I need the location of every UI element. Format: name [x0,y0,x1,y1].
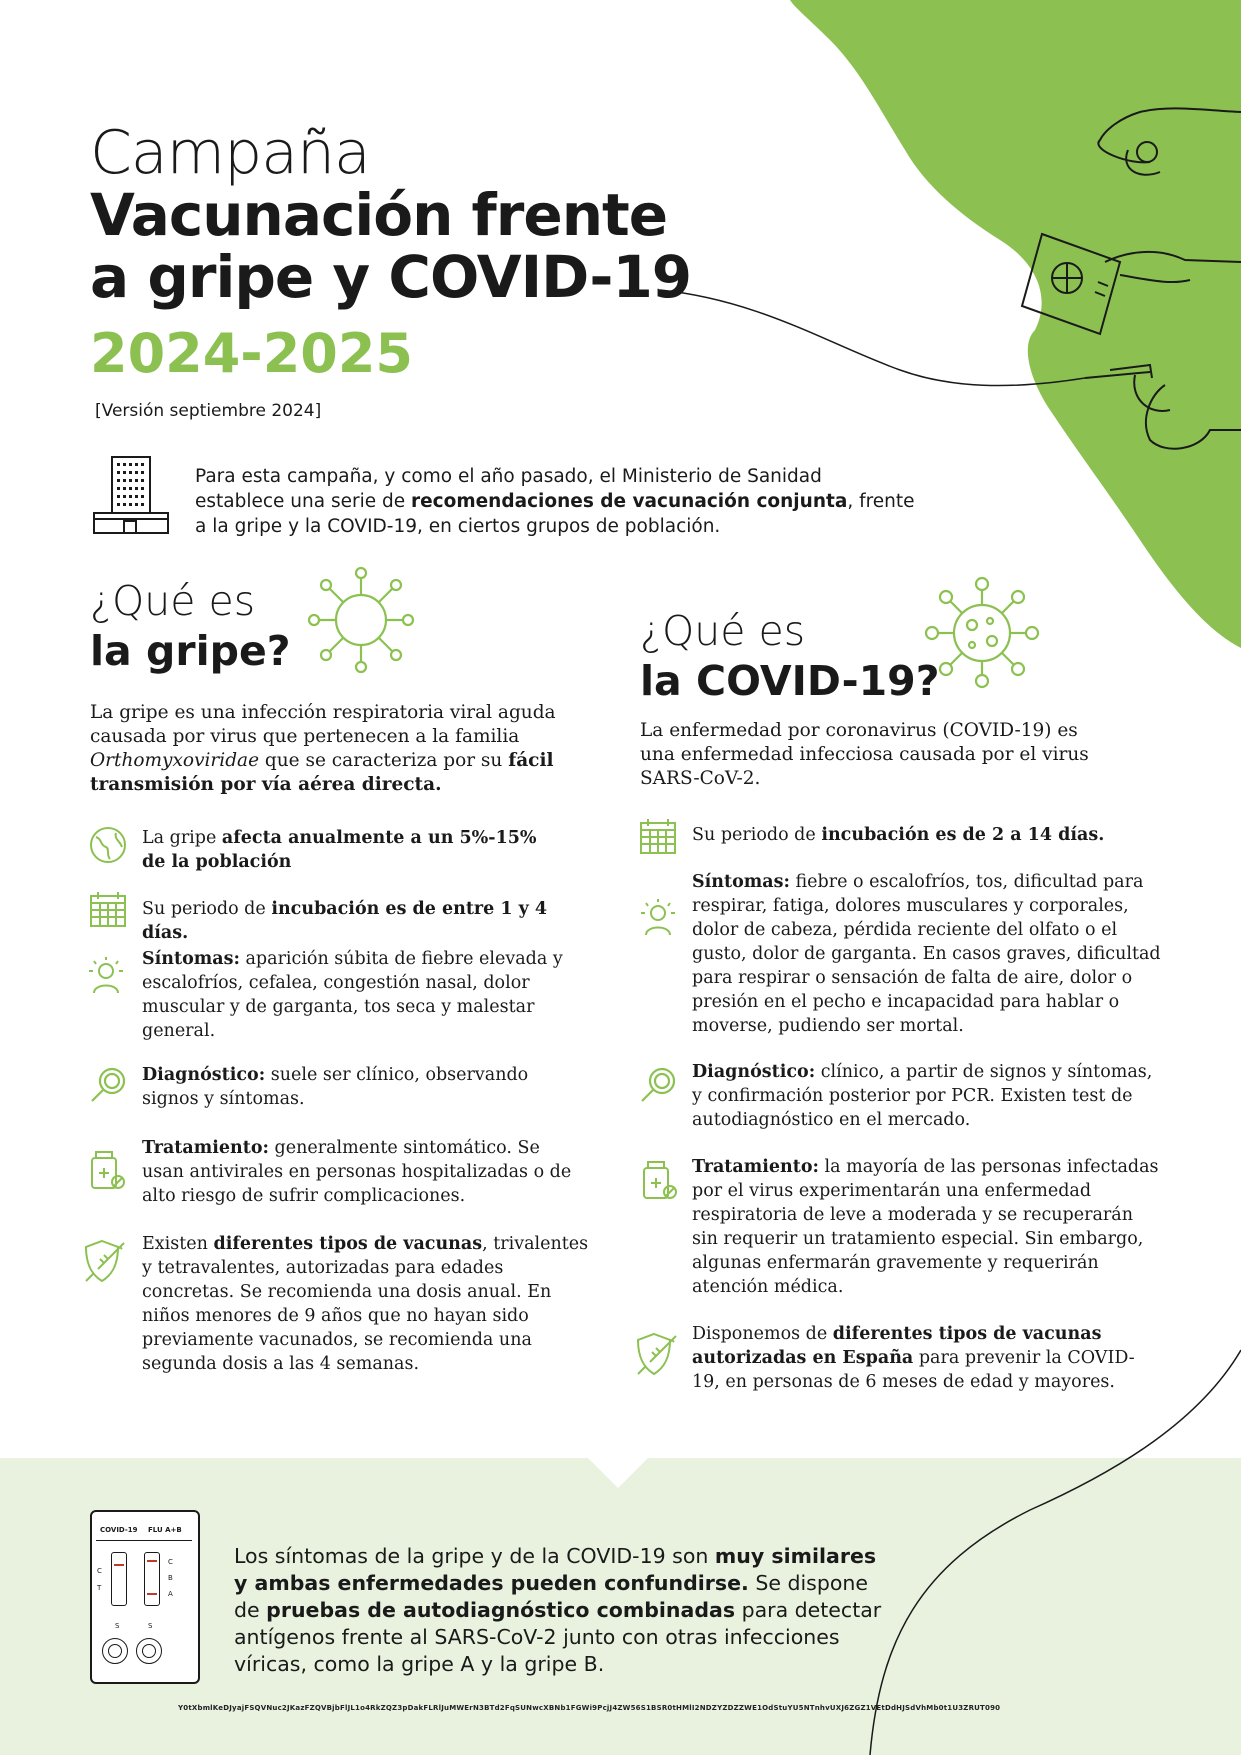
gripe-item-treatment [142,1136,582,1208]
sample-well-2 [136,1638,162,1664]
covid-item5-bold: diferentes tipos de vacunas autorizadas en España [692,1324,1102,1368]
gripe-desc-2: que se caracteriza por su [259,750,509,771]
gripe-item5-bold: Tratamiento: [142,1138,269,1158]
covid-item4-bold: Tratamiento: [692,1157,819,1177]
test-kit-divider [96,1540,192,1541]
test-kit-label-covid: COVID-19 [100,1526,138,1534]
intro-part2: , frente a la gripe y la COVID-19, en ciertos grupos de población. [195,491,915,537]
title-campaign: Campaña [90,118,370,188]
bottom-p3: para detectar antígenos frente al SARS-CoV-2 junto con otras infecciones víricas, como la gripe A y la gripe B. [234,1598,882,1676]
test-kit-icon [90,1510,200,1684]
gripe-desc-bold: fácil transmisión por vía aérea directa. [90,750,554,795]
gripe-item3-text: aparición súbita de fiebre elevada y escalofríos, cefalea, congestión nasal, dolor muscular y de garganta, tos seca y malestar general. [142,949,563,1041]
mark-a: A [168,1590,173,1598]
title-year: 2024-2025 [90,322,413,385]
gripe-heading [90,576,291,676]
covid-item2-text: fiebre o escalofríos, tos, dificultad para respirar, fatiga, dolores musculares y corporales, dolor de cabeza, pérdida reciente del olfato o el gusto, dolor de garganta. En casos graves, dificultad para respirar o sensación de falta de aire, dolor o presión en el pecho e incapacidad para hablar o moverse, pudiendo ser mortal. [692,872,1161,1036]
vaccine-shield-icon [80,1237,128,1285]
covid-item2-bold: Síntomas: [692,872,790,892]
gripe-item2-pre: Su periodo de [142,899,272,919]
gripe-item-incubation [142,897,582,945]
sample-well-1 [102,1638,128,1664]
bottom-p2: Se dispone de [234,1571,869,1622]
mark-s2: S [148,1622,153,1630]
version-label: [Versión septiembre 2024] [95,401,322,421]
covid-heading-bold: la COVID-19? [640,657,940,705]
symptoms-person-icon [86,955,126,995]
mark-t: T [97,1584,102,1592]
covid-item4-text: la mayoría de las personas infectadas por el virus experimentarán una enfermedad respiratoria de leve a moderada y se recuperarán sin requerir un tratamiento especial. Sin embargo, algunas enfermarán gravemente y requerirán atención médica. [692,1157,1159,1297]
test-kit-label-flu: FLU A+B [148,1526,182,1534]
gripe-item1-pre: La gripe [142,828,222,848]
gripe-item5-text: generalmente sintomático. Se usan antivirales en personas hospitalizadas o de alto riesgo de sufrir complicaciones. [142,1138,572,1206]
mark-c2: C [168,1558,173,1566]
test-strip-covid [111,1552,127,1606]
gripe-description [90,701,560,797]
covid-item1-pre: Su periodo de [692,825,822,845]
test-strip-flu [144,1552,160,1606]
globe-icon [88,825,128,865]
mark-c: C [97,1567,102,1575]
hospital-building-icon [92,455,170,535]
intro-bold: recomendaciones de vacunación conjunta [411,491,848,512]
gripe-item6-pre: Existen [142,1234,214,1254]
virus-icon [306,565,416,675]
document-code: Y0tXbmlKeDJyajFSQVNuc2JKazFZQVBjbFlJL1o4RkZQZ3pDakFLRlJuMWErN3BTd2FqSUNwcXBNb1FGWi9PcjJ4ZW56S1BSR0tHMlI2NDZYZDZZWE1OdStuYU5NTnhvUXJ6ZGZ1VEtDdHJSdVhMb0t1U3ZRUT090 [178,1704,1001,1712]
title-line-3: a gripe y COVID-19 [90,243,692,311]
calendar-icon [638,817,678,857]
covid-heading-light: ¿Qué es [640,607,806,655]
mark-b: B [168,1574,173,1582]
bottom-b2: pruebas de autodiagnóstico combinadas [266,1598,736,1622]
gripe-item-diagnosis [142,1063,572,1111]
covid-item-incubation [692,823,1142,847]
medicine-bottle-icon [640,1160,680,1200]
gripe-item-vaccines [142,1232,592,1376]
bottom-p1: Los síntomas de la gripe y de la COVID-19 son [234,1544,715,1568]
green-blob [790,0,1241,648]
covid-description: La enfermedad por coronavirus (COVID-19) es una enfermedad infecciosa causada por el virus SARS-CoV-2. [640,720,1089,789]
gripe-item1-bold: afecta anualmente a un 5%-15% de la población [142,828,537,872]
strip-line-a [147,1593,157,1595]
gripe-desc-1: La gripe es una infección respiratoria viral aguda causada por virus que pertenecen a la familia [90,702,556,747]
gripe-heading-bold: la gripe? [90,627,291,675]
covid-item5-text: para prevenir la COVID-19, en personas de 6 meses de edad y mayores. [692,1348,1135,1392]
gripe-item4-text: suele ser clínico, observando signos y síntomas. [142,1065,529,1109]
covid-item3-bold: Diagnóstico: [692,1062,816,1082]
intro-text [195,464,915,539]
strip-line-c2 [147,1560,157,1562]
covid-item-symptoms [692,870,1162,1038]
coronavirus-icon [920,575,1045,690]
thread-line [660,290,1085,386]
covid-item-diagnosis [692,1060,1162,1132]
calendar-icon [88,890,128,930]
magnifier-icon [638,1065,678,1105]
strip-line-c [114,1564,124,1566]
covid-item1-bold: incubación es de 2 a 14 días. [821,825,1105,845]
vaccine-shield-icon [632,1330,680,1378]
gripe-item-symptoms [142,947,572,1043]
gripe-item4-bold: Diagnóstico: [142,1065,266,1085]
symptoms-person-icon [638,897,678,937]
title-line-2: Vacunación frente [90,181,668,249]
magnifier-icon [88,1065,128,1105]
bottom-b1: muy similares y ambas enfermedades pueden confundirse. [234,1544,877,1595]
title-main [90,181,692,311]
medicine-bottle-icon [88,1150,128,1190]
gripe-heading-light: ¿Qué es [90,577,256,625]
covid-item-vaccines [692,1322,1162,1394]
gripe-item6-bold: diferentes tipos de vacunas [213,1234,483,1254]
gripe-item3-bold: Síntomas: [142,949,240,969]
mark-s1: S [115,1622,120,1630]
covid-item-treatment [692,1155,1162,1299]
covid-heading [640,606,939,706]
bottom-info-text [234,1543,894,1678]
gripe-item-incidence [142,826,562,874]
gripe-item6-text: , trivalentes y tetravalentes, autorizadas para edades concretas. Se recomienda una dosis anual. En niños menores de 9 años que no hayan sido previamente vacunados, se recomienda una segunda dosis a las 4 semanas. [142,1234,589,1374]
covid-item3-text: clínico, a partir de signos y síntomas, y confirmación posterior por PCR. Existen test de autodiagnóstico en el mercado. [692,1062,1153,1130]
gripe-item2-bold: incubación es de entre 1 y 4 días. [142,899,548,943]
intro-part1: Para esta campaña, y como el año pasado, el Ministerio de Sanidad establece una serie de [195,466,822,512]
gripe-desc-italic: Orthomyxoviridae [90,750,260,771]
covid-item5-pre: Disponemos de [692,1324,833,1344]
